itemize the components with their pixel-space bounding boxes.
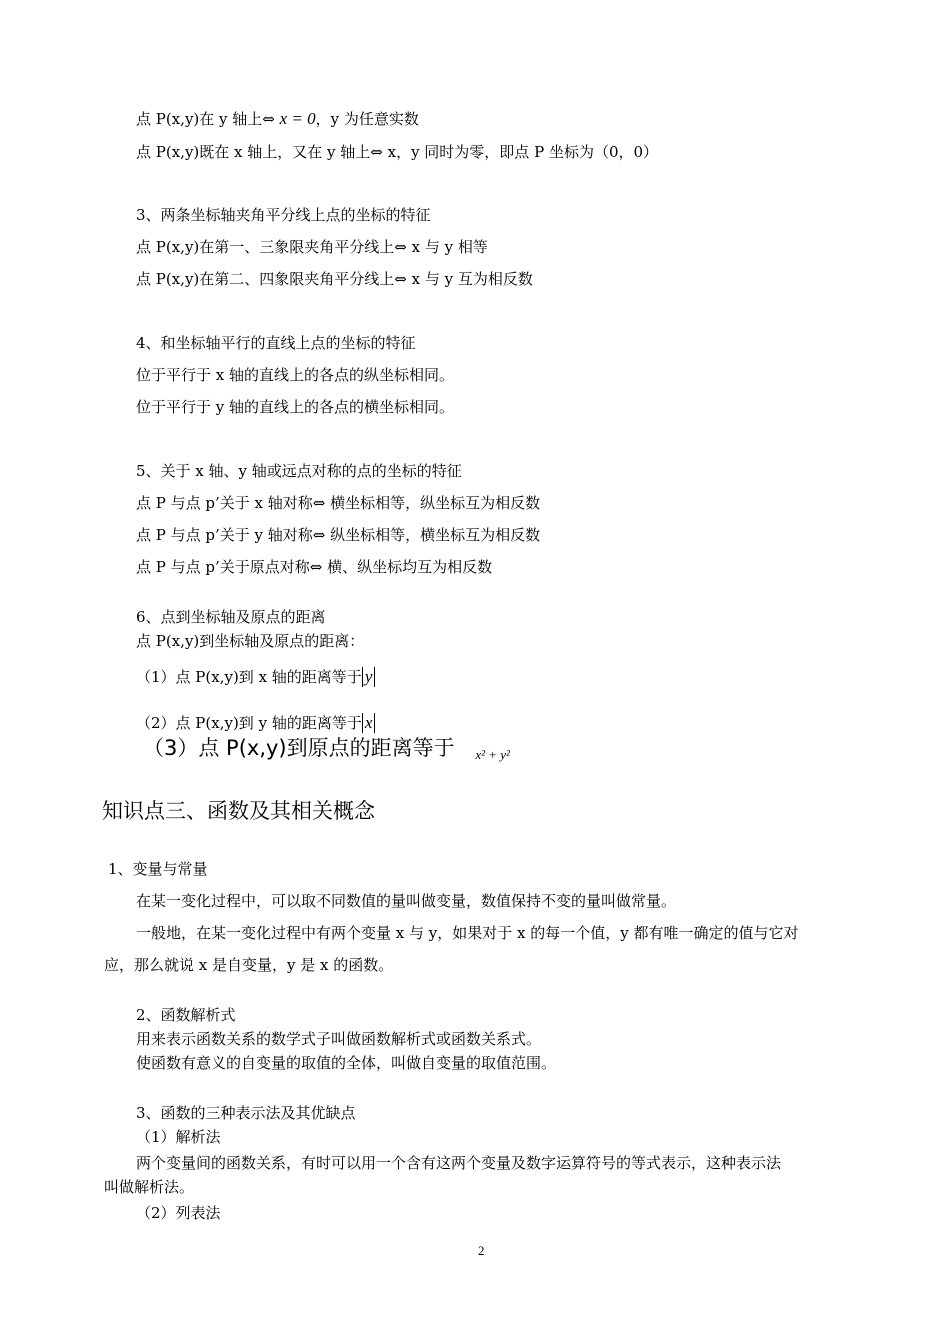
func-title-3: 3、函数的三种表示法及其优缺点 <box>136 1104 356 1122</box>
absolute-value: x <box>362 713 376 733</box>
section-4-title: 4、和坐标轴平行的直线上点的坐标的特征 <box>136 334 416 352</box>
section-6-intro: 点 P(x,y)到坐标轴及原点的距离： <box>136 632 365 650</box>
section-5-title: 5、关于 x 轴、y 轴或远点对称的点的坐标的特征 <box>136 462 462 480</box>
section-5-line-b: 点 P 与点 p’关于 y 轴对称⇔ 纵坐标相等，横坐标互为相反数 <box>136 526 541 544</box>
equivalence-symbol: ⇔ <box>262 110 275 128</box>
distance-to-y-axis <box>136 712 375 734</box>
func-paragraph-2a: 一般地，在某一变化过程中有两个变量 x 与 y，如果对于 x 的每一个值，y 都有唯一确定的值与它对 <box>136 924 799 942</box>
text-segment: （3）点 P(x,y)到原点的距离等于 <box>143 736 455 760</box>
section-6-title: 6、点到坐标轴及原点的距离 <box>136 608 326 626</box>
func-subtitle-analytic: （1）解析法 <box>136 1128 221 1146</box>
math-expression: x = 0 <box>279 109 316 128</box>
distance-to-x-axis <box>136 666 375 688</box>
func-paragraph-4: 使函数有意义的自变量的取值的全体，叫做自变量的取值范围。 <box>136 1054 557 1072</box>
section-heading: 知识点三、函数及其相关概念 <box>102 799 375 823</box>
section-4-line-a: 位于平行于 x 轴的直线上的各点的纵坐标相同。 <box>136 366 454 384</box>
math-expression: x² + y² <box>475 747 510 762</box>
absolute-value: y <box>362 667 376 687</box>
func-paragraph-5a: 两个变量间的函数关系，有时可以用一个含有这两个变量及数字运算符号的等式表示，这种表示法 <box>136 1154 782 1172</box>
section-5-line-a: 点 P 与点 p’关于 x 轴对称⇔ 横坐标相等，纵坐标互为相反数 <box>136 494 541 512</box>
page-number: 2 <box>478 1243 485 1258</box>
section-3-line-a: 点 P(x,y)在第一、三象限夹角平分线上⇔ x 与 y 相等 <box>136 238 488 256</box>
distance-to-origin <box>143 734 510 765</box>
section-3-title: 3、两条坐标轴夹角平分线上点的坐标的特征 <box>136 206 431 224</box>
text-segment: （1）点 P(x,y)到 x 轴的距离等于 <box>136 668 362 686</box>
func-paragraph-3: 用来表示函数关系的数学式子叫做函数解析式或函数关系式。 <box>136 1030 542 1048</box>
text-segment: ，y 为任意实数 <box>315 110 419 128</box>
func-paragraph-2b: 应，那么就说 x 是自变量，y 是 x 的函数。 <box>104 956 394 974</box>
line-origin-condition: 点 P(x,y)既在 x 轴上，又在 y 轴上⇔ x，y 同时为零，即点 P 坐标为（0，0） <box>136 143 659 161</box>
section-4-line-b: 位于平行于 y 轴的直线上的各点的横坐标相同。 <box>136 398 455 416</box>
func-title-1: 1、变量与常量 <box>108 860 208 878</box>
section-5-line-c: 点 P 与点 p’关于原点对称⇔ 横、纵坐标均互为相反数 <box>136 558 493 576</box>
text-segment: （2）点 P(x,y)到 y 轴的距离等于 <box>136 714 362 732</box>
section-3-line-b: 点 P(x,y)在第二、四象限夹角平分线上⇔ x 与 y 互为相反数 <box>136 270 533 288</box>
func-subtitle-table: （2）列表法 <box>136 1204 221 1222</box>
text-segment: 点 P(x,y)在 y 轴上 <box>136 110 263 128</box>
func-title-2: 2、函数解析式 <box>136 1006 236 1024</box>
line-y-axis-condition <box>136 108 419 130</box>
func-paragraph-1: 在某一变化过程中，可以取不同数值的量叫做变量，数值保持不变的量叫做常量。 <box>136 892 677 910</box>
func-paragraph-5b: 叫做解析法。 <box>104 1178 195 1196</box>
